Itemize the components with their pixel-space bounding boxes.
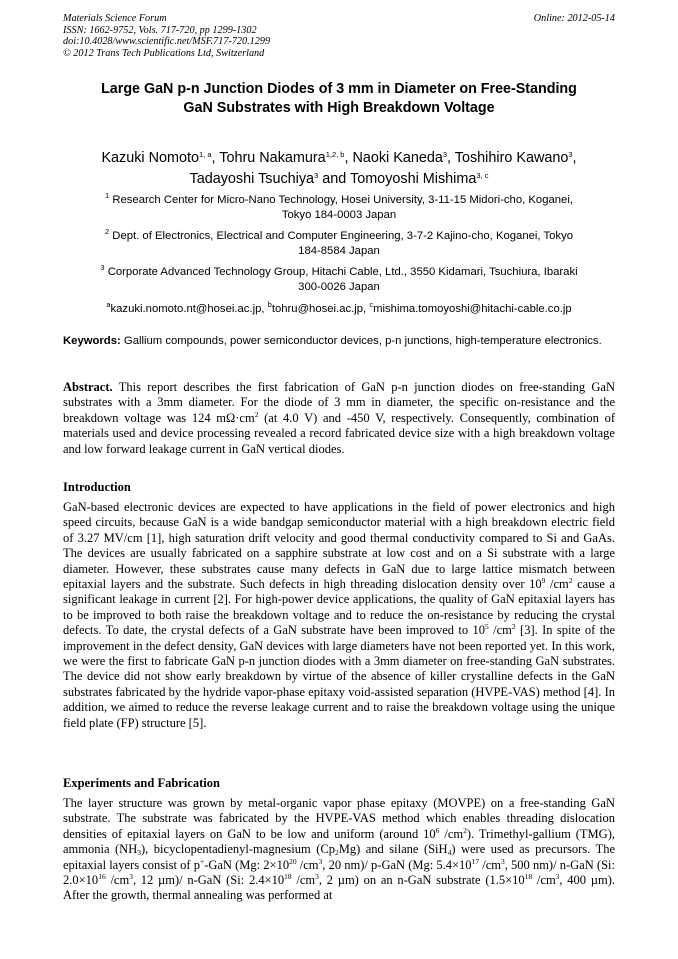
author-name: Toshihiro Kawano: [454, 150, 569, 166]
author-emails: [40, 302, 638, 317]
body-text: GaN-based electronic devices are expected to have applications in the field of power electronics and high speed circuits, because GaN is a wide bandgap semiconductor material with a high breakdown electric field of 3.27 MV/cm [1], high saturation drift velocity and good thermal conductivity compared to Si and GaAs. The devices are usually fabricated on a sapphire substrate at low cost and on a Si substrate with a large diameter. However, these substrates cause many defects in GaN due to large lattice mismatch between epitaxial layers and the substrate. Such defects in high threading dislocation density over 10: [63, 500, 615, 592]
body-text: cause a significant leakage in current [2]. For high-power device applications, the quality of GaN epitaxial layers has to be improved to both raise the breakdown voltage and to reduce the on-resistance by reducing the crystal defects. To date, the crystal defects of a GaN substrate have been improved to 10: [63, 577, 616, 638]
body-text: /cm: [110, 873, 130, 888]
superscript: 2: [463, 825, 467, 835]
superscript: 18: [524, 872, 533, 882]
author-line-2: [40, 169, 638, 190]
paper-title: [40, 80, 638, 117]
author-affil-mark: 3, c: [476, 171, 489, 180]
experiments-text: [63, 796, 615, 904]
author-separator: ,: [211, 150, 216, 166]
superscript: 20: [289, 856, 297, 866]
author-affil-mark: 3: [314, 171, 319, 180]
body-text: ) were used as precursors. The epitaxial layers consist of p: [63, 842, 616, 872]
body-text: /cm: [482, 857, 501, 872]
keywords-label: Keywords:: [63, 335, 121, 347]
author-affil-mark: 3: [442, 150, 448, 159]
keywords-text: Gallium compounds, power semiconductor devices, p-n junctions, high-temperature electronics.: [123, 335, 602, 347]
affiliation-text: Research Center for Micro-Nano Technology, Hosei University, 3-11-15 Midori-cho, Koganei,: [112, 194, 573, 206]
email-mark: c: [369, 300, 374, 309]
author-name: Kazuki Nomoto: [101, 150, 200, 166]
email-mark: a: [106, 300, 111, 309]
body-text: ). Trimethyl-gallium (TMG), ammonia (NH: [63, 826, 615, 857]
body-text: , 20 nm)/ p-GaN (Mg: 5.4×10: [322, 857, 472, 872]
body-text: , 400 µm). After the growth, thermal annealing was performed at: [63, 873, 616, 903]
superscript: 3: [129, 872, 133, 882]
keywords-section: [63, 334, 615, 349]
title-line-1: Large GaN p-n Junction Diodes of 3 mm in Diameter on Free-Standing: [101, 81, 577, 97]
experiments-heading: Experiments and Fabrication: [63, 776, 220, 790]
journal-name: Materials Science Forum: [63, 13, 167, 24]
issn-line: ISSN: 1662-9752, Vols. 717-720, pp 1299-1302: [63, 24, 257, 36]
affiliation-1: [60, 193, 618, 223]
body-text: /cm: [299, 857, 319, 872]
abstract-label: Abstract.: [63, 380, 113, 394]
introduction-text: [63, 500, 615, 731]
author-separator: ,: [344, 150, 349, 166]
body-text: Mg) and silane (SiH: [338, 842, 448, 857]
abstract-section: [63, 380, 615, 457]
superscript: 3: [555, 872, 560, 882]
superscript: +: [199, 856, 205, 866]
author-affil-mark: 1, a: [199, 150, 212, 159]
superscript: 6: [435, 825, 440, 835]
email-link[interactable]: kazuki.nomoto.nt@hosei.ac.jp,: [110, 303, 265, 315]
subscript: 2: [334, 848, 339, 858]
affiliation-number: 3: [100, 263, 105, 272]
body-text: /cm: [296, 873, 316, 888]
body-text: /cm: [444, 826, 464, 841]
doi-line: doi:10.4028/www.scientific.net/MSF.717-720.1299: [63, 36, 271, 48]
affiliation-number: 1: [105, 191, 110, 200]
author-list: [40, 148, 638, 190]
author-name: Tadayoshi Tsuchiya: [189, 171, 315, 187]
author-conjunction: and: [322, 171, 347, 187]
superscript: 2: [254, 409, 259, 419]
author-name: Naoki Kaneda: [352, 150, 443, 166]
superscript: 3: [500, 856, 505, 866]
body-text: /cm: [493, 623, 512, 638]
affiliation-text: 184-8584 Japan: [298, 245, 380, 257]
online-date: Online: 2012-05-14: [533, 13, 615, 24]
subscript: 3: [137, 848, 141, 858]
title-line-2: GaN Substrates with High Breakdown Voltage: [183, 99, 495, 116]
body-text: -GaN (Mg: 2×10: [204, 857, 290, 872]
introduction-heading: Introduction: [63, 480, 131, 494]
body-text: , 500 nm)/ n-GaN (Si: 2.0×10: [63, 857, 615, 888]
affiliation-text: Dept. of Electronics, Electrical and Computer Engineering, 3-7-2 Kajino-cho, Koganei, Tokyo: [112, 230, 573, 242]
body-text: /cm: [536, 873, 556, 888]
superscript: 3: [315, 872, 319, 882]
affiliation-text: 300-0026 Japan: [298, 281, 380, 293]
body-text: , 12 µm)/ n-GaN (Si: 2.4×10: [132, 873, 285, 888]
author-affil-mark: 3: [568, 150, 573, 159]
email-mark: b: [267, 300, 272, 309]
author-name: Tomoyoshi Mishima: [350, 171, 477, 187]
body-text: , 2 µm) on an n-GaN substrate (1.5×10: [318, 873, 525, 888]
body-text: The layer structure was grown by metal-organic vapor phase epitaxy (MOVPE) on a free-standing GaN substrate. The substrate was fabricated by the HVPE-VAS method which enables threading dislocation densities of epitaxial layers on GaN to be low and uniform (around 10: [63, 796, 615, 841]
affiliation-3: [60, 265, 618, 295]
abstract-text: This report describes the first fabrication of GaN p-n junction diodes on free-standing GaN substrates with a 3mm diameter. For the diode of 3 mm in diameter, the specific on-resistance and the breakdown voltage was 124 mΩ·cm: [63, 380, 615, 425]
superscript: 17: [471, 856, 480, 866]
superscript: 2: [511, 622, 516, 632]
superscript: 9: [541, 576, 546, 586]
superscript: 2: [568, 576, 573, 586]
body-text: ), bicyclopentadienyl-magnesium (Cp: [141, 842, 335, 857]
author-separator: ,: [447, 150, 452, 166]
email-link[interactable]: tohru@hosei.ac.jp,: [271, 303, 367, 315]
affiliation-text: Tokyo 184-0003 Japan: [281, 209, 397, 221]
affiliation-number: 2: [104, 227, 110, 236]
author-line-1: [40, 148, 638, 169]
body-text: /cm: [550, 577, 569, 592]
journal-header: [63, 13, 615, 59]
superscript: 16: [98, 872, 106, 882]
body-text: [3]. In spite of the improvement in the defect density, GaN devices with large diameters have not been reported yet. In this work, we were the first to fabricate GaN p-n junction diodes with a 3mm diameter on free-standing GaN substrates. The device did not show early breakdown by virtue of the absence of killer crystalline defects in the GaN substrates fabricated by the hydride vapor-phase epitaxy void-assisted separation (HVPE-VAS) method [4]. In addition, we aimed to reduce the reverse leakage current and to raise the breakdown voltage using the unique field plate (FP) structure [5].: [63, 623, 615, 730]
subscript: 4: [447, 848, 452, 858]
superscript: 5: [485, 622, 489, 632]
author-name: Tohru Nakamura: [219, 150, 326, 166]
affiliation-text: Corporate Advanced Technology Group, Hitachi Cable, Ltd., 3550 Kidamari, Tsuchiura, Ibaraki: [107, 266, 578, 278]
author-separator: ,: [572, 150, 577, 166]
abstract-text: (at 4.0 V) and -450 V, respectively. Consequently, combination of materials used and device processing revealed a record fabricated device size with a high breakdown voltage and low forward leakage current in GaN vertical diodes.: [63, 410, 615, 456]
superscript: 3: [318, 856, 323, 866]
superscript: 18: [284, 872, 292, 882]
author-affil-mark: 1,2, b: [325, 150, 345, 159]
copyright-line: © 2012 Trans Tech Publications Ltd, Switzerland: [63, 47, 265, 59]
affiliation-2: [60, 229, 618, 259]
email-link[interactable]: mishima.tomoyoshi@hitachi-cable.co.jp: [373, 303, 572, 315]
